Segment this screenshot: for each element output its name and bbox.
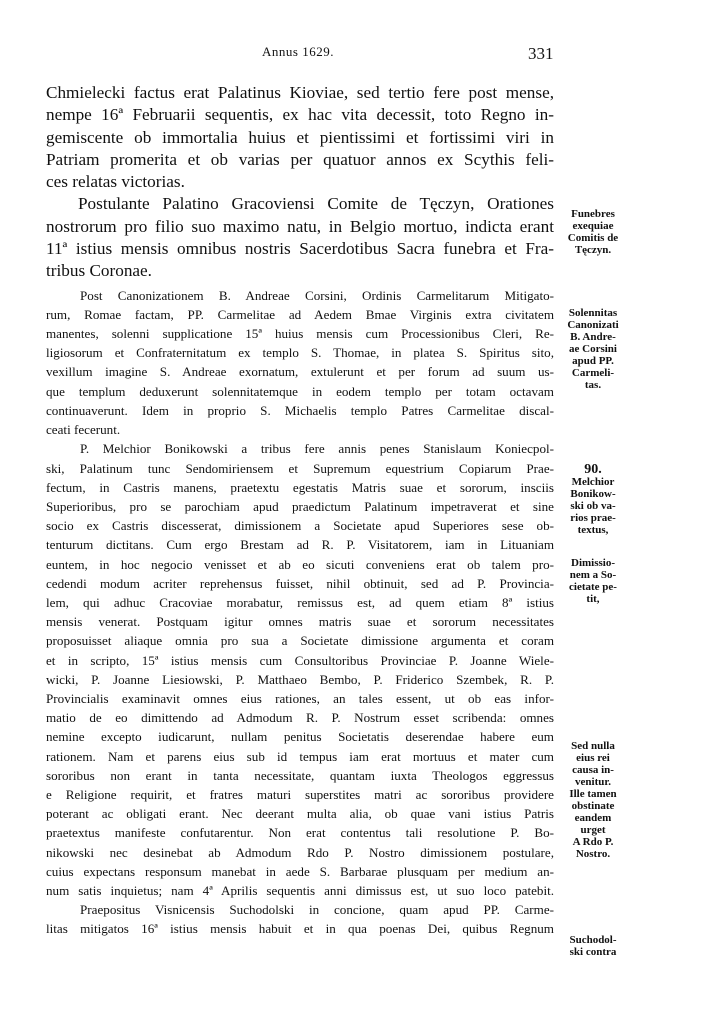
running-title: Annus 1629.: [262, 44, 334, 59]
text-line: Post Canonizationem B. Andreae Corsini, Ordinis Carmelitarum Mitigato-: [80, 287, 554, 303]
margin-line: urget: [580, 824, 606, 836]
text-line: e Religione requirit, et fratres maturi superstites matri ac sororibus providere: [46, 786, 554, 802]
text-line: que templum deduxerunt solennitatemque in eodem templo per totam octavam: [46, 383, 554, 399]
paragraph-chmielecki: [46, 82, 554, 193]
section-number: 90.: [584, 462, 602, 477]
margin-line: Suchodol-: [569, 934, 617, 946]
margin-line: A Rdo P.: [572, 836, 614, 848]
text-line: socio ex Castris discesserat, dimissionem a Societate apud Superiores sese ob-: [46, 518, 554, 534]
text-line: nempe 16ª Februarii sequentis, ex hac vita decessit, toto Regno in-: [46, 105, 554, 125]
margin-note-dimissionem: [555, 557, 631, 605]
margin-line: apud PP.: [572, 355, 614, 367]
margin-line: ski ob va-: [570, 500, 616, 512]
main-text: [46, 82, 554, 939]
text-line: praetextus manifeste confutarentur. Non erat contentus tali resolutione P. Bo-: [46, 825, 554, 841]
text-line: cedendi modum acriter reprehensus fuisset, nihil obtinuit, sed ad P. Provincia-: [46, 575, 554, 591]
margin-line: Tęczyn.: [574, 244, 612, 256]
text-line: sororibus non erant in tanta necessitate, quantam iuxta Theologos eggressus: [46, 767, 554, 783]
margin-line: cietate pe-: [569, 581, 617, 593]
paragraph-bonikowski: [46, 439, 554, 900]
text-line: wicki, P. Joanne Liesiowski, P. Matthaeo Bembo, P. Friderico Szembek, R. P.: [46, 671, 554, 687]
text-line: Praepositus Visnicensis Suchodolski in concione, quam apud PP. Carme-: [80, 902, 554, 918]
margin-line: Sed nulla: [571, 740, 615, 752]
text-line: manentes, solenni supplicatione 15ª huius mensis cum Processionibus Cleri, Re-: [46, 326, 554, 342]
text-line: rationem. Nam et parens eius sub id tempus iam erat mortuus et mater cum: [46, 748, 554, 764]
margin-line: tit,: [586, 593, 600, 605]
text-line: mensis venerat. Postquam igitur omnes matris suae et sororum necessitates: [46, 614, 554, 630]
margin-note-melchior: [555, 464, 631, 536]
margin-line: obstinate: [571, 800, 615, 812]
margin-line: textus,: [577, 524, 609, 536]
text-line: Provincialis examinavit omnes eius rationes, an tales essent, ut ob eas infor-: [46, 690, 554, 706]
paragraph-corsini: [46, 286, 554, 440]
margin-line: Ille tamen: [569, 788, 617, 800]
text-line: ces relatas victorias.: [46, 172, 185, 192]
text-line: ceati fecerunt.: [46, 422, 121, 438]
margin-line: causa in-: [572, 764, 614, 776]
text-line: Chmielecki factus erat Palatinus Kioviae, sed tertio fere post mense,: [46, 83, 554, 102]
margin-line: B. Andre-: [570, 331, 616, 343]
margin-line: rios prae-: [570, 512, 616, 524]
margin-note-solennitas: [555, 307, 631, 391]
margin-line: nem a So-: [569, 569, 617, 581]
margin-line: tas.: [584, 379, 602, 391]
text-line: tenturum dictitans. Cum ergo Brestam ad R. P. Visitatorem, iam in Lituaniam: [46, 537, 554, 553]
text-line: euntem, in hoc negocio venisset et ab eo sicuti conveniens erat ob talem pro-: [46, 556, 554, 572]
margin-line: Comitis de: [567, 232, 619, 244]
text-line: cuius expectans responsum manebat in aede S. Barbarae plusquam per medium an-: [46, 863, 554, 879]
text-line: fectum, in Castris manens, praetextu egestatis Matris suae et sororum, insciis: [46, 479, 554, 495]
margin-line: Melchior: [571, 476, 615, 488]
text-line: Patriam promerita et ob varias per quatuor annos ex Scythis feli-: [46, 149, 554, 169]
margin-note-funebres: [555, 208, 631, 256]
text-line: continuaverunt. Idem in proprio S. Michaelis templo Patres Carmelitae discal-: [46, 402, 554, 418]
margin-line: Carmeli-: [571, 367, 615, 379]
text-line: matio de eo dimittendo ad Admodum R. P. Nostrum esset scribenda: omnes: [46, 710, 554, 726]
text-line: rum, Romae factam, PP. Carmelitae ad Aedem Bmae Virginis extra civitatem: [46, 306, 554, 322]
text-line: nostrorum pro filio suo maximo natu, in Belgio mortuo, indicta erant: [46, 216, 554, 236]
text-line: ski, Palatinum tunc Sendomiriensem et Supremum equestrium Copiarum Prae-: [46, 460, 554, 476]
margin-note-sed-nulla: [555, 740, 631, 860]
text-line: vexillum imagine S. Andreae exornatum, extulerunt et per forum ad suum us-: [46, 364, 554, 380]
margin-line: ski contra: [569, 946, 617, 958]
text-line: et in scripto, 15ª istius mensis cum Consultoribus Provinciae P. Joanne Wiele-: [46, 652, 554, 668]
page-header: [0, 44, 720, 66]
margin-line: Dimissio-: [571, 557, 615, 569]
margin-line: Solennitas: [568, 307, 618, 319]
text-line: ligiosorum et Confraternitatum ex templo S. Thomae, in platea S. Spiritus sito,: [46, 345, 554, 361]
paragraph-suchodolski: [46, 900, 554, 938]
text-line: poterant ac obligati erant. Nec deerant multa alia, ob quae vani istius Patris: [46, 806, 554, 822]
margin-line: ae Corsini: [569, 343, 617, 355]
text-line: litas mitigatos 16ª istius mensis habuit et in qua poenas Dei, quibus Regnum: [46, 921, 554, 937]
margin-line: exequiae: [572, 220, 614, 232]
margin-line: Canonizati: [567, 319, 619, 331]
margin-line: venitur.: [575, 776, 611, 788]
text-line: proposuisset aliaque omnia pro sua a Societate dimissione argumenta et coram: [46, 633, 554, 649]
text-line: lem, qui adhuc Cracoviae morabatur, remissus est, ad quem etiam 8ª istius: [46, 594, 554, 610]
page-number: 331: [528, 44, 554, 63]
text-line: nikowski nec desinebat ab Admodum Rdo P. Nostro dimissionem postulare,: [46, 844, 554, 860]
text-line: num satis inquietus; nam 4ª Aprilis sequentis anni dimissus est, ut suo loco patebit.: [46, 882, 554, 898]
margin-line: Bonikow-: [570, 488, 616, 500]
margin-line: eius rei: [576, 752, 610, 764]
margin-line: Funebres: [571, 208, 615, 220]
text-line: Postulante Palatino Gracoviensi Comite de Tęczyn, Orationes: [78, 194, 554, 214]
text-line: 11ª istius mensis omnibus nostris Sacerdotibus Sacra funebra et Fra-: [46, 239, 554, 259]
text-line: nemine excepto iudicarunt, nullam penitus Societatis deserendae habere eum: [46, 729, 554, 745]
paragraph-teczyn: [46, 193, 554, 282]
margin-line: eandem: [574, 812, 612, 824]
margin-line: Nostro.: [575, 848, 611, 860]
text-line: Superioribus, pro se parochiam apud praedictum Palatinum impetraverat et sine: [46, 498, 554, 514]
margin-note-suchodolski: [555, 934, 631, 958]
text-line: tribus Coronae.: [46, 261, 152, 281]
text-line: P. Melchior Bonikowski a tribus fere annis penes Stanislaum Koniecpol-: [80, 441, 554, 457]
text-line: gemiscente ob immortalia huius et pientissimi et fortissimi viri in: [46, 127, 554, 147]
